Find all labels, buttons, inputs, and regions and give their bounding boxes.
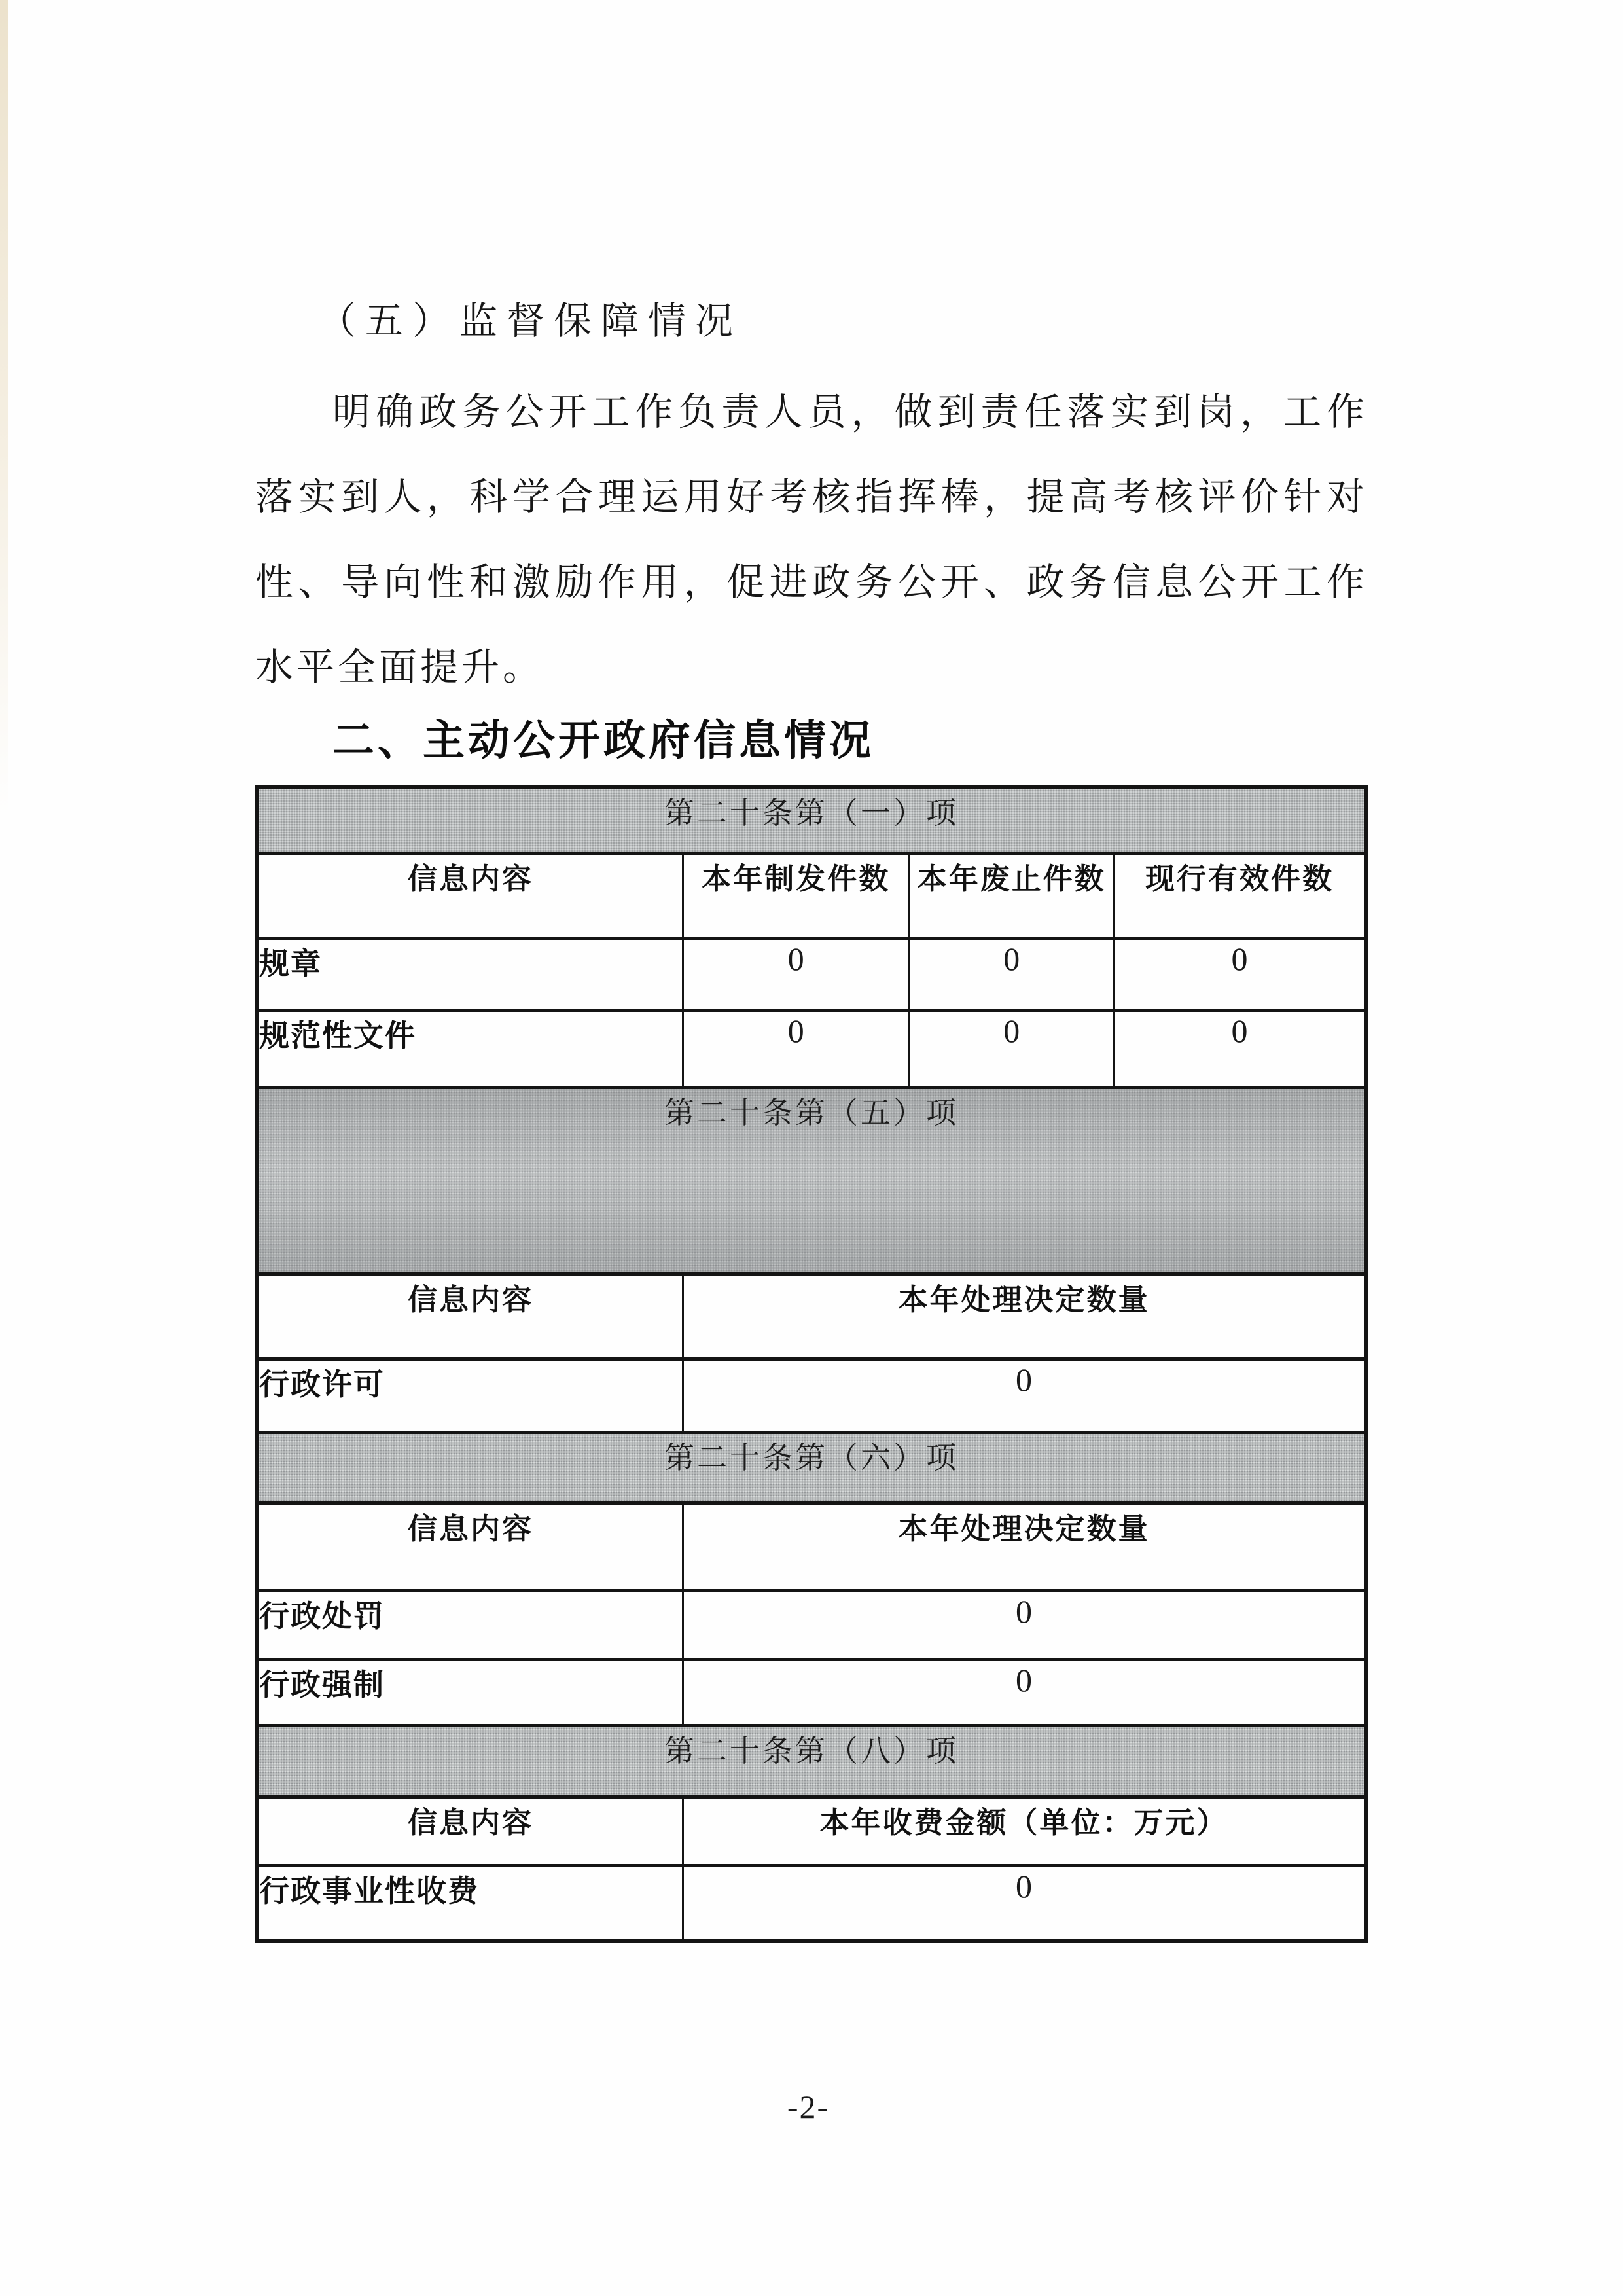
table-header-row — [257, 853, 1366, 938]
column-header: 信息内容 — [257, 1274, 683, 1359]
paragraph-line: 水平全面提升。 — [255, 646, 544, 689]
row-value: 0 — [683, 1359, 1366, 1432]
paragraph-line: 明确政务公开工作负责人员，做到责任落实到岗，工作 — [332, 391, 1368, 433]
table-band-row — [257, 1725, 1366, 1797]
column-header: 信息内容 — [257, 853, 683, 938]
row-label: 规章 — [257, 938, 683, 1010]
column-header: 本年收费金额（单位：万元） — [683, 1797, 1366, 1865]
column-header: 本年处理决定数量 — [683, 1274, 1366, 1359]
table-body — [257, 787, 1366, 1941]
table-row — [257, 1010, 1366, 1087]
page-number: -2- — [787, 2089, 830, 2125]
row-value: 0 — [683, 938, 910, 1010]
column-header: 本年制发件数 — [683, 853, 910, 938]
paragraph-line: 落实到人，科学合理运用好考核指挥棒，提高考核评价针对 — [255, 476, 1368, 518]
disclosure-table-wrap — [255, 785, 1368, 1943]
table-band-title: 第二十条第（一）项 — [257, 787, 1366, 853]
section-heading-proactive-disclosure: 二、主动公开政府信息情况 — [332, 717, 874, 764]
column-header: 现行有效件数 — [1114, 853, 1366, 938]
table-band-row — [257, 1087, 1366, 1274]
section-heading-supervision: （五）监督保障情况 — [318, 300, 743, 342]
table-band-title: 第二十条第（六）项 — [257, 1432, 1366, 1503]
table-header-row — [257, 1274, 1366, 1359]
row-value: 0 — [683, 1659, 1366, 1725]
row-value: 0 — [683, 1865, 1366, 1941]
column-header: 信息内容 — [257, 1797, 683, 1865]
table-band-title: 第二十条第（五）项 — [257, 1087, 1366, 1274]
row-label: 行政强制 — [257, 1659, 683, 1725]
table-band-row — [257, 787, 1366, 853]
paragraph-line: 性、导向性和激励作用，促进政务公开、政务信息公开工作 — [255, 561, 1368, 603]
column-header: 本年处理决定数量 — [683, 1503, 1366, 1590]
row-value: 0 — [909, 1010, 1114, 1087]
row-value: 0 — [909, 938, 1114, 1010]
row-label: 规范性文件 — [257, 1010, 683, 1087]
row-value: 0 — [683, 1010, 910, 1087]
table-band-row — [257, 1432, 1366, 1503]
row-value: 0 — [683, 1590, 1366, 1659]
table-row — [257, 1865, 1366, 1941]
row-value: 0 — [1114, 1010, 1366, 1087]
table-header-row — [257, 1503, 1366, 1590]
scan-edge-artifact — [0, 0, 8, 818]
column-header: 信息内容 — [257, 1503, 683, 1590]
body-paragraph — [255, 370, 1368, 710]
table-band-title: 第二十条第（八）项 — [257, 1725, 1366, 1797]
table-header-row — [257, 1797, 1366, 1865]
row-value: 0 — [1114, 938, 1366, 1010]
table-row — [257, 938, 1366, 1010]
table-row — [257, 1359, 1366, 1432]
column-header: 本年废止件数 — [909, 853, 1114, 938]
table-row — [257, 1659, 1366, 1725]
table-row — [257, 1590, 1366, 1659]
row-label: 行政事业性收费 — [257, 1865, 683, 1941]
row-label: 行政许可 — [257, 1359, 683, 1432]
row-label: 行政处罚 — [257, 1590, 683, 1659]
disclosure-table — [255, 785, 1368, 1943]
